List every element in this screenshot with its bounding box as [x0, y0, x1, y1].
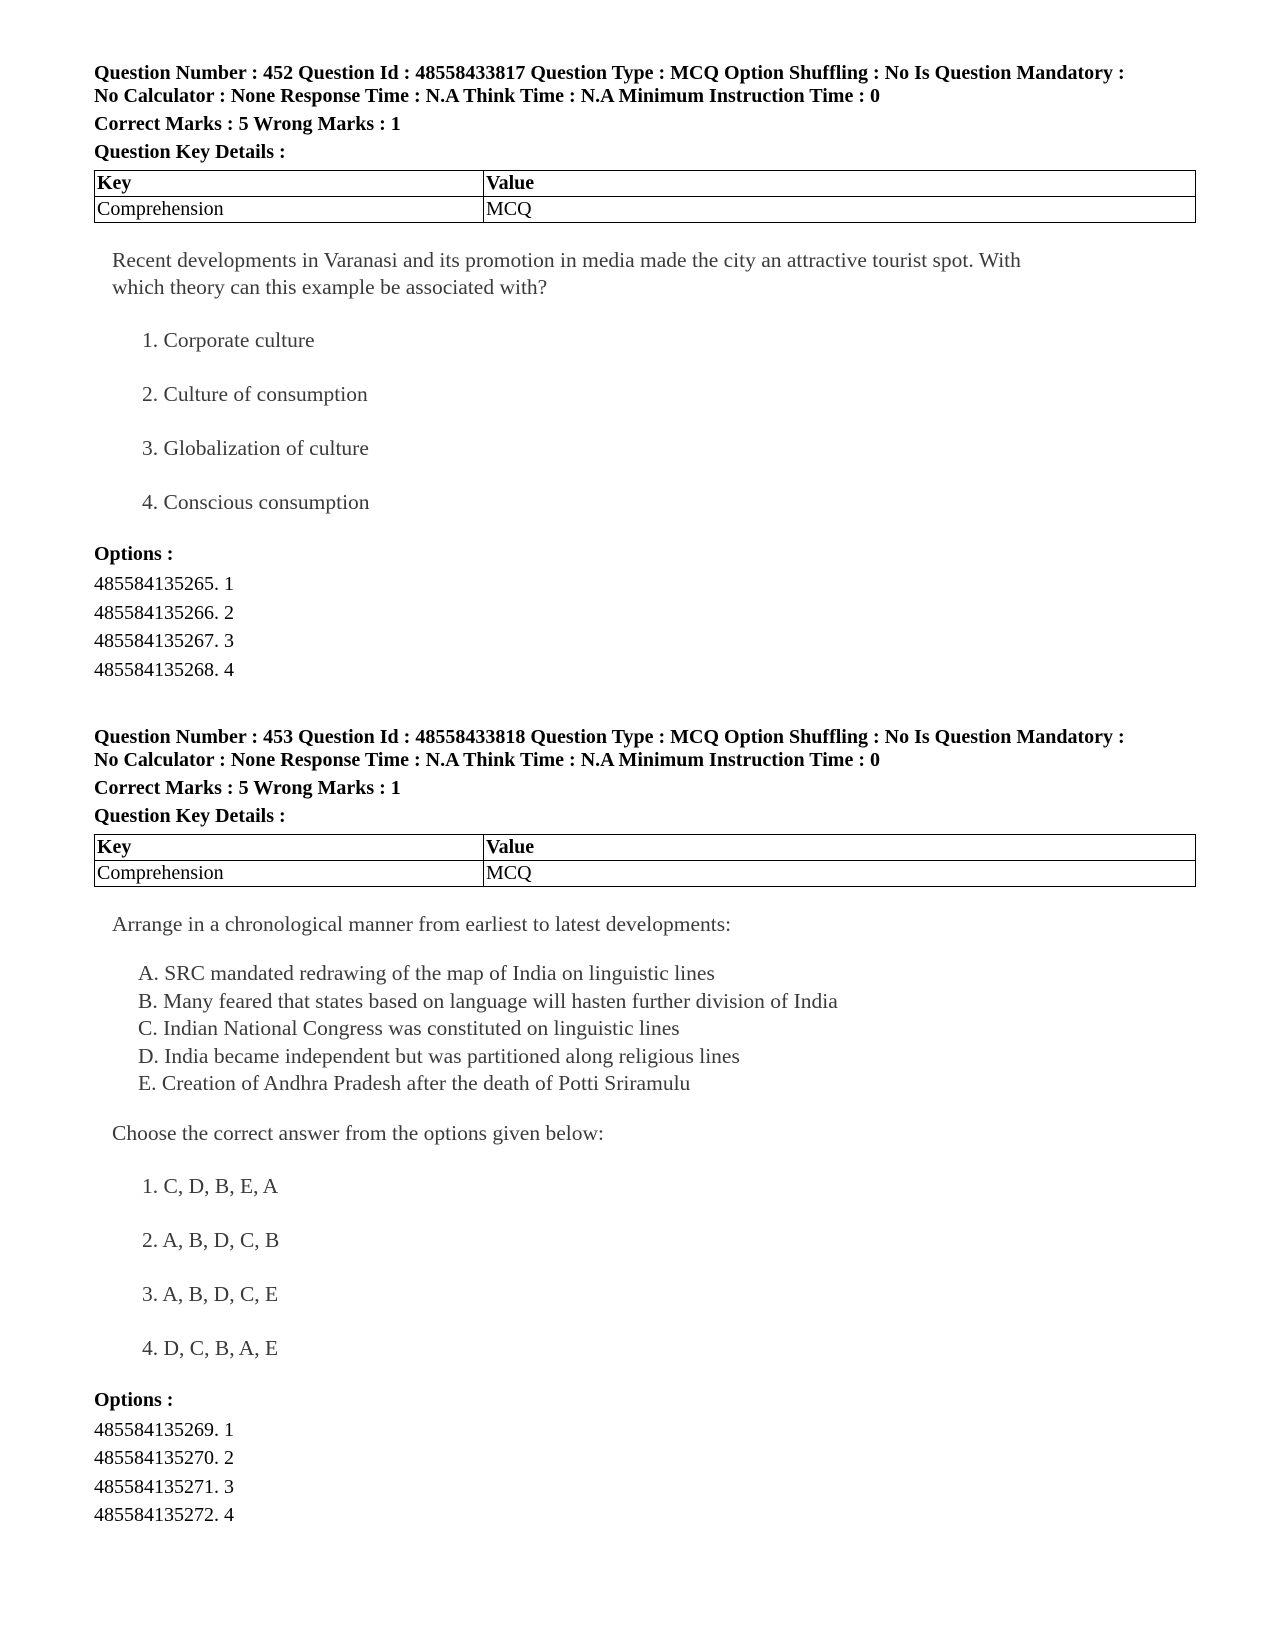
key-details-table — [94, 834, 1196, 887]
answer-choice: 3. Globalization of culture — [142, 436, 369, 460]
answer-choices — [142, 327, 1196, 543]
answer-choice: 4. Conscious consumption — [142, 490, 370, 514]
option-id-item: 485584135265. 1 — [94, 573, 234, 595]
table-header-value: Value — [484, 171, 1196, 197]
option-id-list — [94, 570, 1196, 684]
key-details-label: Question Key Details : — [94, 141, 286, 163]
key-details-table — [94, 170, 1196, 223]
marks-line: Correct Marks : 5 Wrong Marks : 1 — [94, 777, 401, 799]
question-block-452 — [94, 62, 1196, 684]
option-id-item: 485584135266. 2 — [94, 601, 234, 624]
answer-choice: 4. D, C, B, A, E — [142, 1335, 279, 1360]
question-block-453 — [94, 726, 1196, 1530]
answer-choice: 2. A, B, D, C, B — [142, 1227, 280, 1252]
statement-list — [138, 960, 1196, 1098]
question-meta-line2: No Calculator : None Response Time : N.A Think Time : N.A Minimum Instruction Time : 0 — [94, 85, 880, 107]
statement-item: E. Creation of Andhra Pradesh after the death of Potti Sriramulu — [138, 1071, 691, 1095]
table-row — [95, 197, 1196, 223]
statement-item: C. Indian National Congress was constituted on linguistic lines — [138, 1016, 680, 1040]
table-cell-value: MCQ — [484, 197, 1196, 223]
table-header-value: Value — [484, 835, 1196, 861]
question-stem — [112, 911, 1196, 938]
options-label: Options : — [94, 543, 174, 565]
question-meta-line2: No Calculator : None Response Time : N.A Think Time : N.A Minimum Instruction Time : 0 — [94, 749, 880, 771]
question-stem-line: which theory can this example be associated with? — [112, 275, 548, 299]
answer-choice: 3. A, B, D, C, E — [142, 1281, 279, 1306]
answer-choices — [142, 1173, 1196, 1389]
option-id-item: 485584135269. 1 — [94, 1418, 234, 1441]
options-label: Options : — [94, 1388, 174, 1411]
question-stem-line: Recent developments in Varanasi and its promotion in media made the city an attractive tourist spot. With — [112, 248, 1021, 272]
statement-item: B. Many feared that states based on language will hasten further division of India — [138, 988, 838, 1013]
option-id-item: 485584135268. 4 — [94, 658, 234, 681]
statement-item: A. SRC mandated redrawing of the map of India on linguistic lines — [138, 961, 715, 985]
choose-instruction: Choose the correct answer from the options given below: — [112, 1120, 604, 1145]
question-stem — [112, 247, 1196, 301]
key-details-label: Question Key Details : — [94, 805, 286, 827]
table-cell-value: MCQ — [484, 861, 1196, 887]
table-cell-key: Comprehension — [95, 197, 484, 223]
table-header-key: Key — [95, 835, 484, 861]
question-image-text — [112, 247, 1196, 543]
table-header-row — [95, 171, 1196, 197]
statement-item: D. India became independent but was partitioned along religious lines — [138, 1043, 740, 1068]
question-stem-line: Arrange in a chronological manner from earliest to latest developments: — [112, 912, 732, 936]
table-row — [95, 861, 1196, 887]
option-id-item: 485584135267. 3 — [94, 630, 234, 652]
option-id-list — [94, 1416, 1196, 1530]
option-id-item: 485584135271. 3 — [94, 1475, 234, 1498]
answer-choice: 1. Corporate culture — [142, 328, 315, 352]
question-image-text — [112, 911, 1196, 1389]
table-header-row — [95, 835, 1196, 861]
option-id-item: 485584135270. 2 — [94, 1447, 234, 1469]
table-header-key: Key — [95, 171, 484, 197]
question-meta-line1: Question Number : 452 Question Id : 48558433817 Question Type : MCQ Option Shuffling : No Is Question Mandatory : — [94, 62, 1125, 84]
answer-choice: 2. Culture of consumption — [142, 382, 368, 406]
question-meta-line1: Question Number : 453 Question Id : 48558433818 Question Type : MCQ Option Shuffling : No Is Question Mandatory : — [94, 726, 1125, 748]
marks-line: Correct Marks : 5 Wrong Marks : 1 — [94, 113, 401, 135]
option-id-item: 485584135272. 4 — [94, 1504, 234, 1526]
answer-choice: 1. C, D, B, E, A — [142, 1173, 279, 1198]
table-cell-key: Comprehension — [95, 861, 484, 887]
